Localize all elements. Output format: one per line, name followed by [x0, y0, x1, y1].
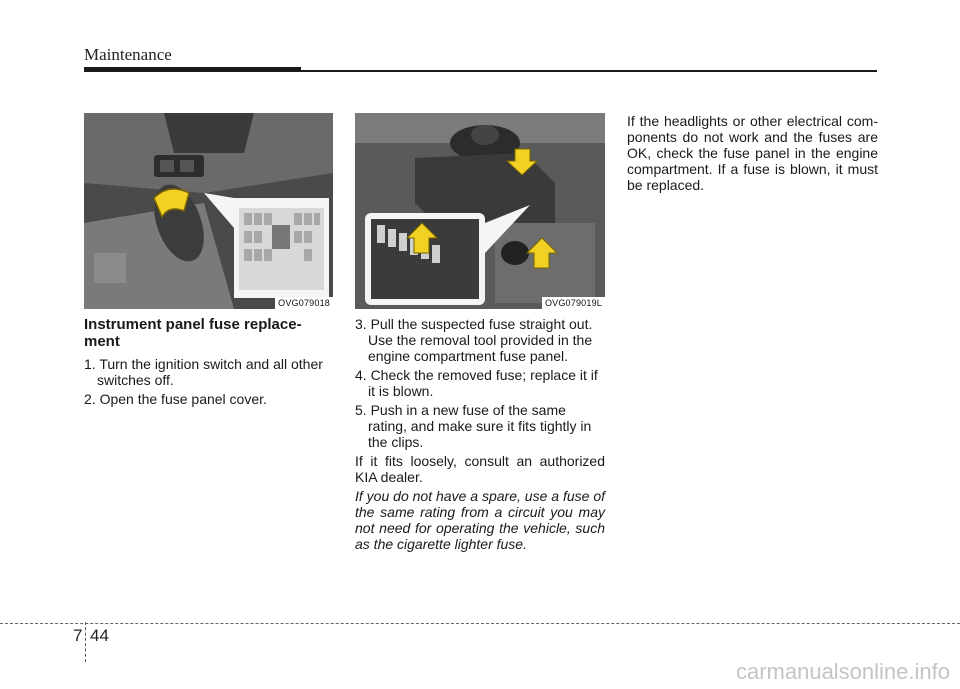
loose-fit-note: If it fits loosely, consult an authorized KIA dealer. — [355, 453, 605, 485]
page-number: 44 — [90, 626, 109, 645]
engine-compartment-photo — [355, 113, 605, 309]
watermark: carmanualsonline.info — [735, 659, 950, 684]
header-title: Maintenance — [84, 45, 172, 64]
step-5: 5. Push in a new fuse of the same rating, and make sure it fits tightly in the clips. — [355, 402, 592, 450]
header-rule — [301, 70, 877, 72]
instrument-panel-photo — [84, 113, 333, 309]
step-2: 2. Open the fuse panel cover. — [84, 391, 267, 407]
column-1 — [84, 316, 334, 410]
step-3: 3. Pull the suspected fuse straight out. Use the removal tool provided in the engine compartment fuse panel. — [355, 316, 593, 364]
footer-rule — [0, 623, 960, 624]
section-number: 7 — [73, 626, 83, 645]
engine-compartment-paragraph: If the headlights or other electrical com-ponents do not work and the fuses are OK, check the fuse panel in the engine compartment. If a fuse is blown, it must be replaced. — [627, 113, 878, 193]
photo-caption: OVG079018 — [275, 297, 333, 309]
column-2 — [355, 316, 605, 552]
step-4: 4. Check the removed fuse; replace it if it is blown. — [355, 367, 598, 399]
header-bar — [84, 67, 301, 72]
spare-fuse-note: If you do not have a spare, use a fuse of the same rating from a circuit you may not need for operating the vehicle, such as the cigarette lighter fuse. — [355, 488, 605, 552]
column-3 — [627, 113, 878, 196]
page-divider — [85, 622, 86, 662]
section-heading: Instrument panel fuse replace-ment — [84, 316, 302, 350]
photo-caption: OVG079019L — [542, 297, 605, 309]
step-1: 1. Turn the ignition switch and all other switches off. — [84, 356, 323, 388]
